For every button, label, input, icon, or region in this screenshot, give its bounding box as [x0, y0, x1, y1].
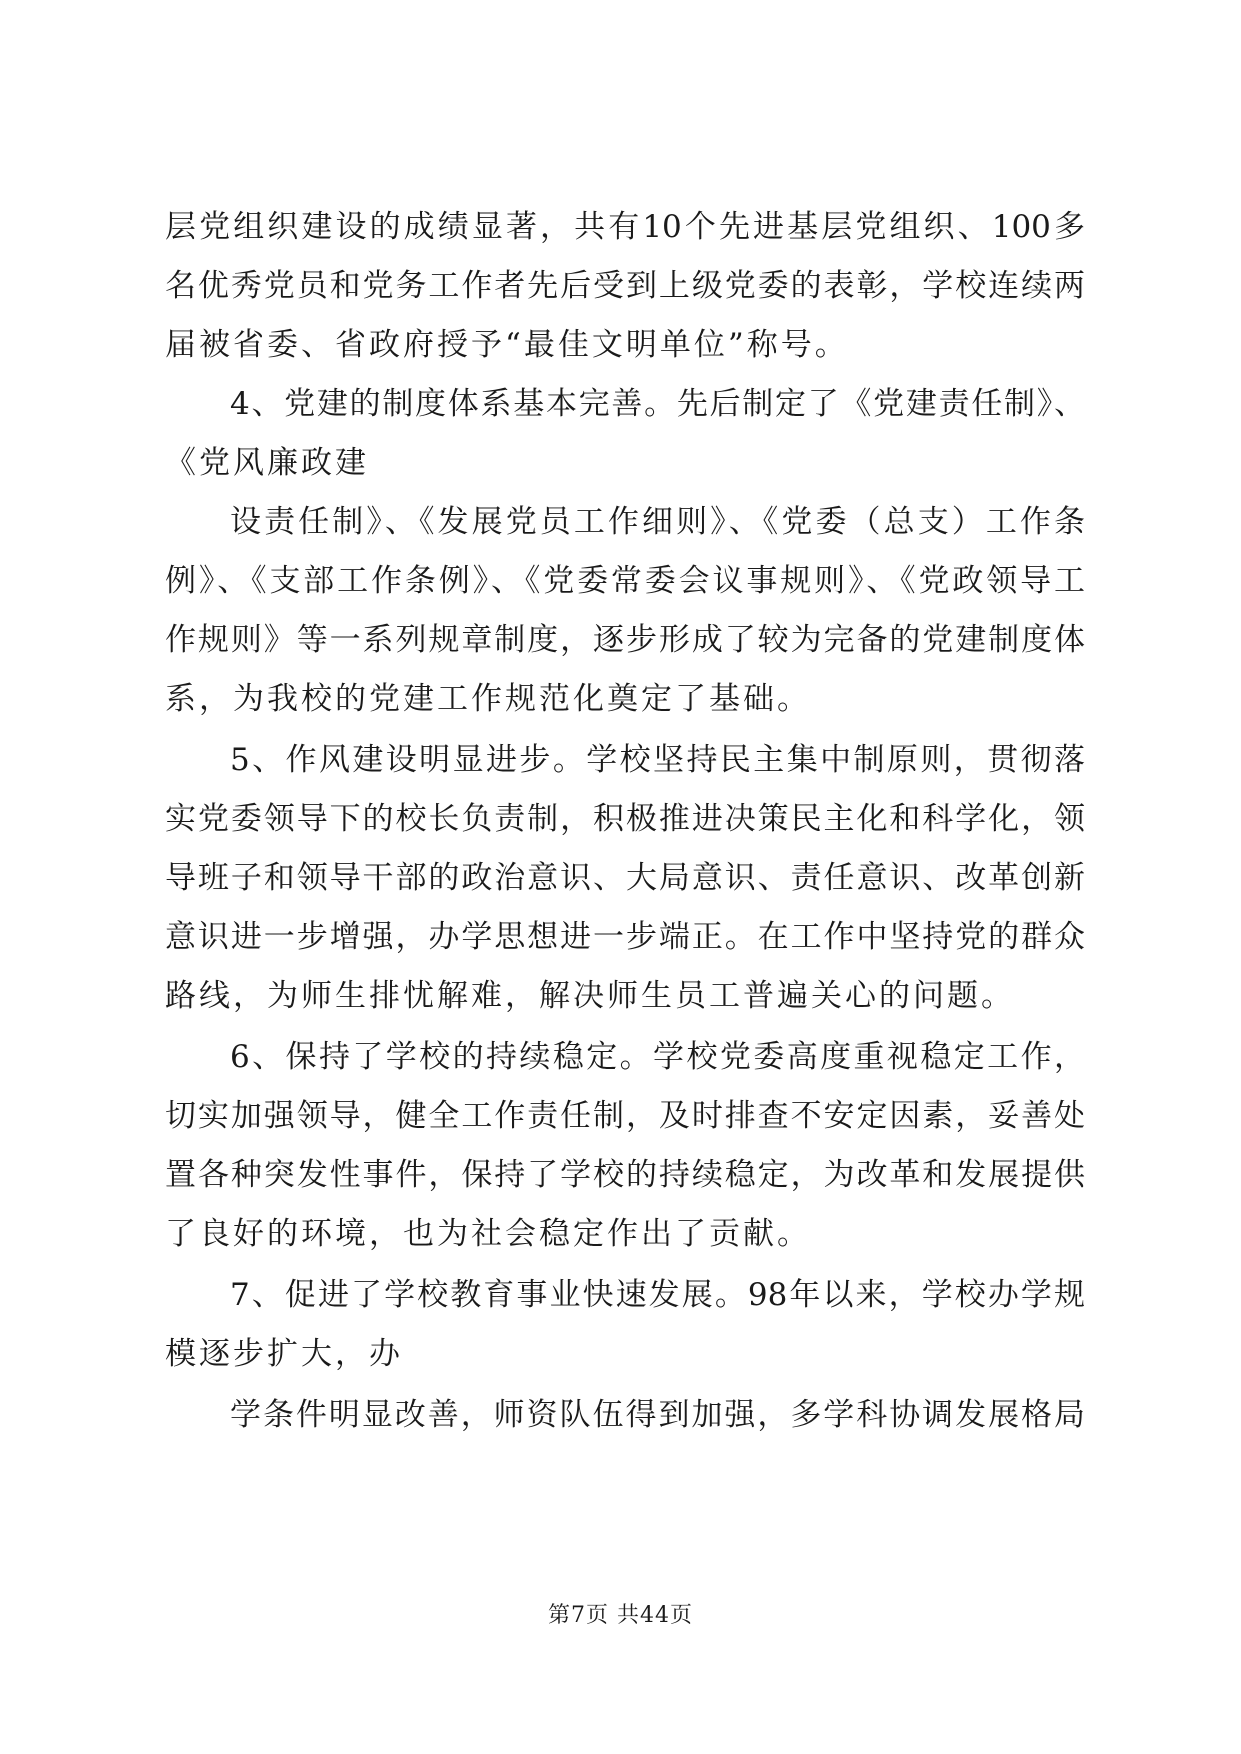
text-line: 4、党建的制度体系基本完善。先后制定了《党建责任制》、 — [230, 386, 1085, 422]
text-line: 设责任制》、《发展党员工作细则》、《党委（总支）工作条 — [230, 504, 1085, 540]
text-line: 6、保持了学校的持续稳定。学校党委高度重视稳定工作， — [230, 1039, 1085, 1075]
text-line: 意识进一步增强，办学思想进一步端正。在工作中坚持党的群众 — [165, 919, 1085, 955]
text-line: 了良好的环境，也为社会稳定作出了贡献。 — [165, 1216, 811, 1252]
text-line: 路线，为师生排忧解难，解决师生员工普遍关心的问题。 — [165, 978, 1015, 1014]
text-line: 《党风廉政建 — [165, 445, 369, 481]
text-line: 7、促进了学校教育事业快速发展。98年以来，学校办学规 — [230, 1277, 1085, 1313]
text-line: 模逐步扩大，办 — [165, 1336, 403, 1372]
text-line: 导班子和领导干部的政治意识、大局意识、责任意识、改革创新 — [165, 860, 1085, 896]
text-line: 届被省委、省政府授予“最佳文明单位”称号。 — [165, 327, 849, 363]
text-line: 学条件明显改善，师资队伍得到加强，多学科协调发展格局 — [230, 1397, 1085, 1433]
page-number-footer: 第7页 共44页 — [548, 1603, 693, 1628]
text-line: 切实加强领导，健全工作责任制，及时排查不安定因素，妥善处 — [165, 1098, 1085, 1134]
text-line: 系，为我校的党建工作规范化奠定了基础。 — [165, 681, 811, 717]
text-line: 作规则》等一系列规章制度，逐步形成了较为完备的党建制度体 — [165, 622, 1085, 658]
text-line: 置各种突发性事件，保持了学校的持续稳定，为改革和发展提供 — [165, 1157, 1085, 1193]
text-line: 名优秀党员和党务工作者先后受到上级党委的表彰，学校连续两 — [165, 268, 1085, 304]
text-line: 层党组织建设的成绩显著，共有10个先进基层党组织、100多 — [165, 209, 1085, 245]
text-line: 实党委领导下的校长负责制，积极推进决策民主化和科学化，领 — [165, 801, 1085, 837]
text-line: 例》、《支部工作条例》、《党委常委会议事规则》、《党政领导工 — [165, 563, 1085, 599]
text-line: 5、作风建设明显进步。学校坚持民主集中制原则，贯彻落 — [230, 742, 1085, 778]
